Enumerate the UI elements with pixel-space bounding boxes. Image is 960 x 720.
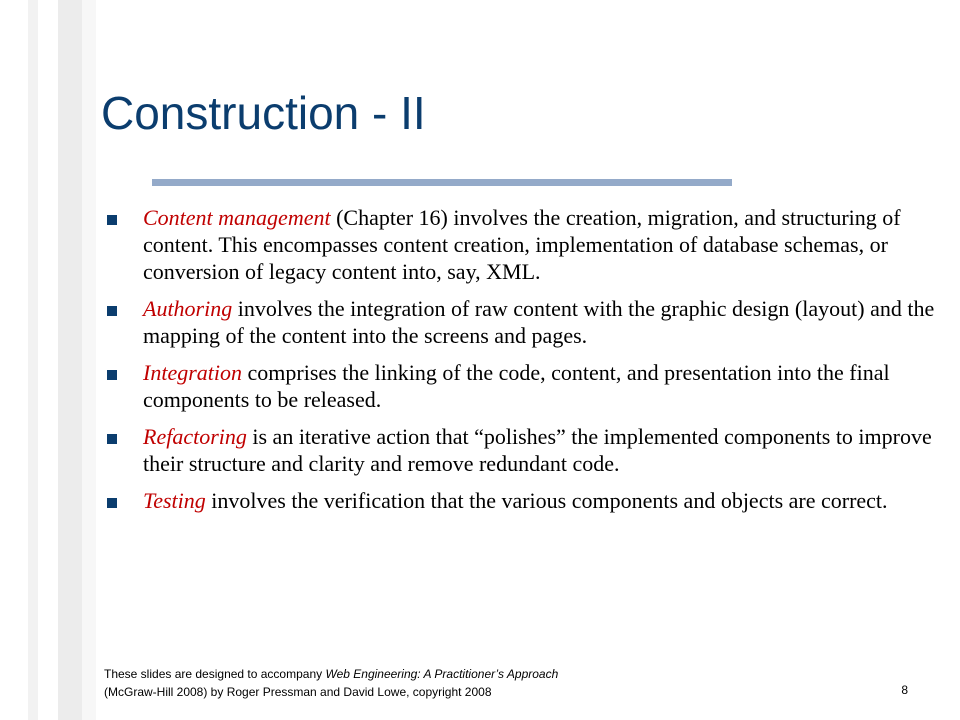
bullet-list <box>104 204 944 524</box>
bullet-term: Refactoring <box>143 424 247 449</box>
bullet-item-refactoring <box>104 423 944 477</box>
bullet-item-testing <box>104 487 944 514</box>
bullet-text: involves the integration of raw content with the graphic design (layout) and the mapping of the content into the screens and pages. <box>143 296 935 348</box>
footer-suffix: (McGraw-Hill 2008) by Roger Pressman and David Lowe, copyright 2008 <box>104 685 492 699</box>
bullet-term: Integration <box>143 360 242 385</box>
bullet-text: is an iterative action that “polishes” the implemented components to improve their structure and clarity and remove redundant code. <box>143 424 932 476</box>
bullet-text: comprises the linking of the code, content, and presentation into the final components to be released. <box>143 360 890 412</box>
bullet-term: Content management <box>143 205 331 230</box>
bullet-text: involves the verification that the various components and objects are correct. <box>205 488 888 513</box>
slide-title: Construction - II <box>101 87 426 139</box>
square-bullet-icon <box>107 434 117 444</box>
bullet-term: Testing <box>143 488 206 513</box>
square-bullet-icon <box>107 498 117 508</box>
square-bullet-icon <box>107 215 117 225</box>
footer-credit <box>104 665 704 701</box>
footer-book-title: Web Engineering: A Practitioner’s Approach <box>325 667 559 681</box>
bullet-item-content-management <box>104 204 944 285</box>
bullet-term: Authoring <box>143 296 233 321</box>
square-bullet-icon <box>107 306 117 316</box>
bullet-item-authoring <box>104 295 944 349</box>
page-number: 8 <box>901 683 908 697</box>
bullet-text: (Chapter 16) involves the creation, migration, and structuring of content. This encompasses content creation, implementation of database schemas, or conversion of legacy content into, say, XML. <box>143 205 901 284</box>
title-underline <box>152 179 732 186</box>
bullet-item-integration <box>104 359 944 413</box>
footer-prefix: These slides are designed to accompany <box>104 667 326 681</box>
square-bullet-icon <box>107 370 117 380</box>
